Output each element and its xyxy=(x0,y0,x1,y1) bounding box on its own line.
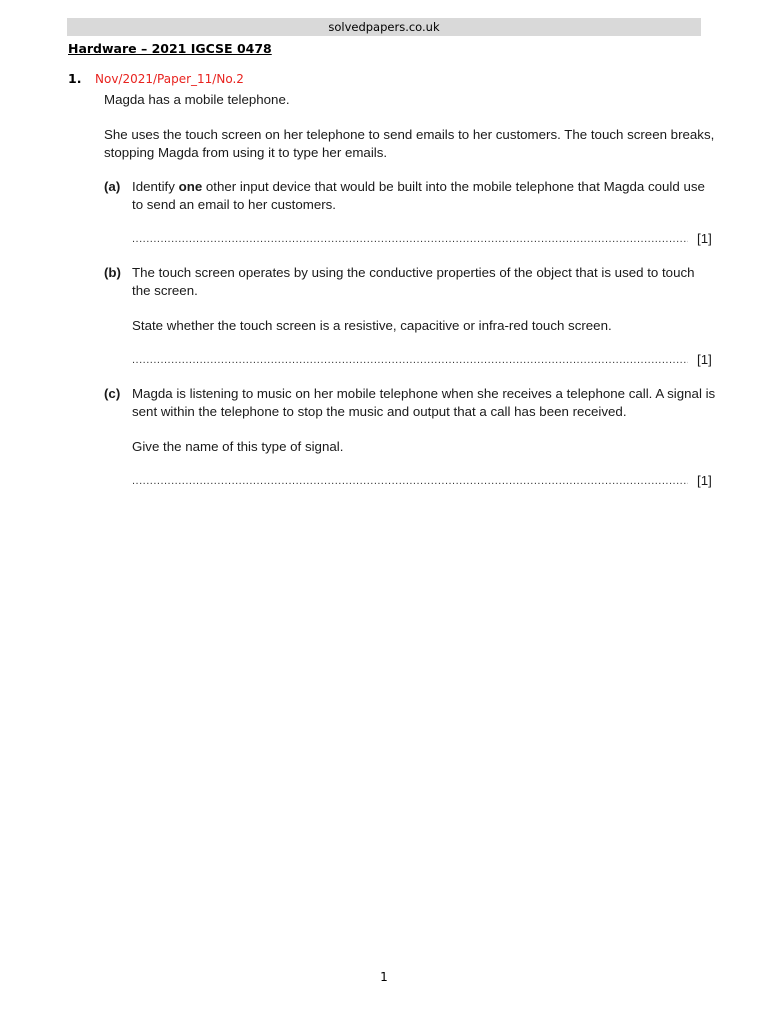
part-a-marks: [1] xyxy=(697,231,712,246)
part-a-text-bold: one xyxy=(178,179,203,194)
part-c-label: (c) xyxy=(104,386,121,401)
part-a-answer-line[interactable] xyxy=(132,230,688,248)
part-c-instruction: Give the name of this type of signal. xyxy=(132,439,344,454)
part-b-text: The touch screen operates by using the conductive properties of the object that is used to touch the screen. xyxy=(132,265,695,298)
part-c-marks: [1] xyxy=(697,473,712,488)
page-number: 1 xyxy=(380,970,388,984)
part-b-instruction: State whether the touch screen is a resistive, capacitive or infra-red touch screen. xyxy=(132,318,612,333)
part-a-text xyxy=(132,178,716,214)
question-intro-2: She uses the touch screen on her telephone to send emails to her customers. The touch screen breaks, stopping Magda from using it to type her emails. xyxy=(104,127,715,160)
part-b-marks: [1] xyxy=(697,352,712,367)
part-b-label: (b) xyxy=(104,265,121,280)
part-b-answer-line[interactable] xyxy=(132,351,688,369)
part-a-label: (a) xyxy=(104,179,121,194)
part-c-text: Magda is listening to music on her mobile telephone when she receives a telephone call. A signal is sent within the telephone to stop the music and output that a call has been received. xyxy=(132,386,716,419)
question-number: 1. xyxy=(68,71,82,86)
section-title: Hardware – 2021 IGCSE 0478 xyxy=(68,41,272,56)
part-c-answer-line[interactable] xyxy=(132,472,688,490)
question-intro-1: Magda has a mobile telephone. xyxy=(104,92,290,107)
question-reference: Nov/2021/Paper_11/No.2 xyxy=(95,72,244,86)
part-a-text-after: other input device that would be built into the mobile telephone that Magda could use to send an email to her customers. xyxy=(132,179,705,212)
site-header: solvedpapers.co.uk xyxy=(67,18,701,36)
part-a-text-before: Identify xyxy=(132,179,179,194)
